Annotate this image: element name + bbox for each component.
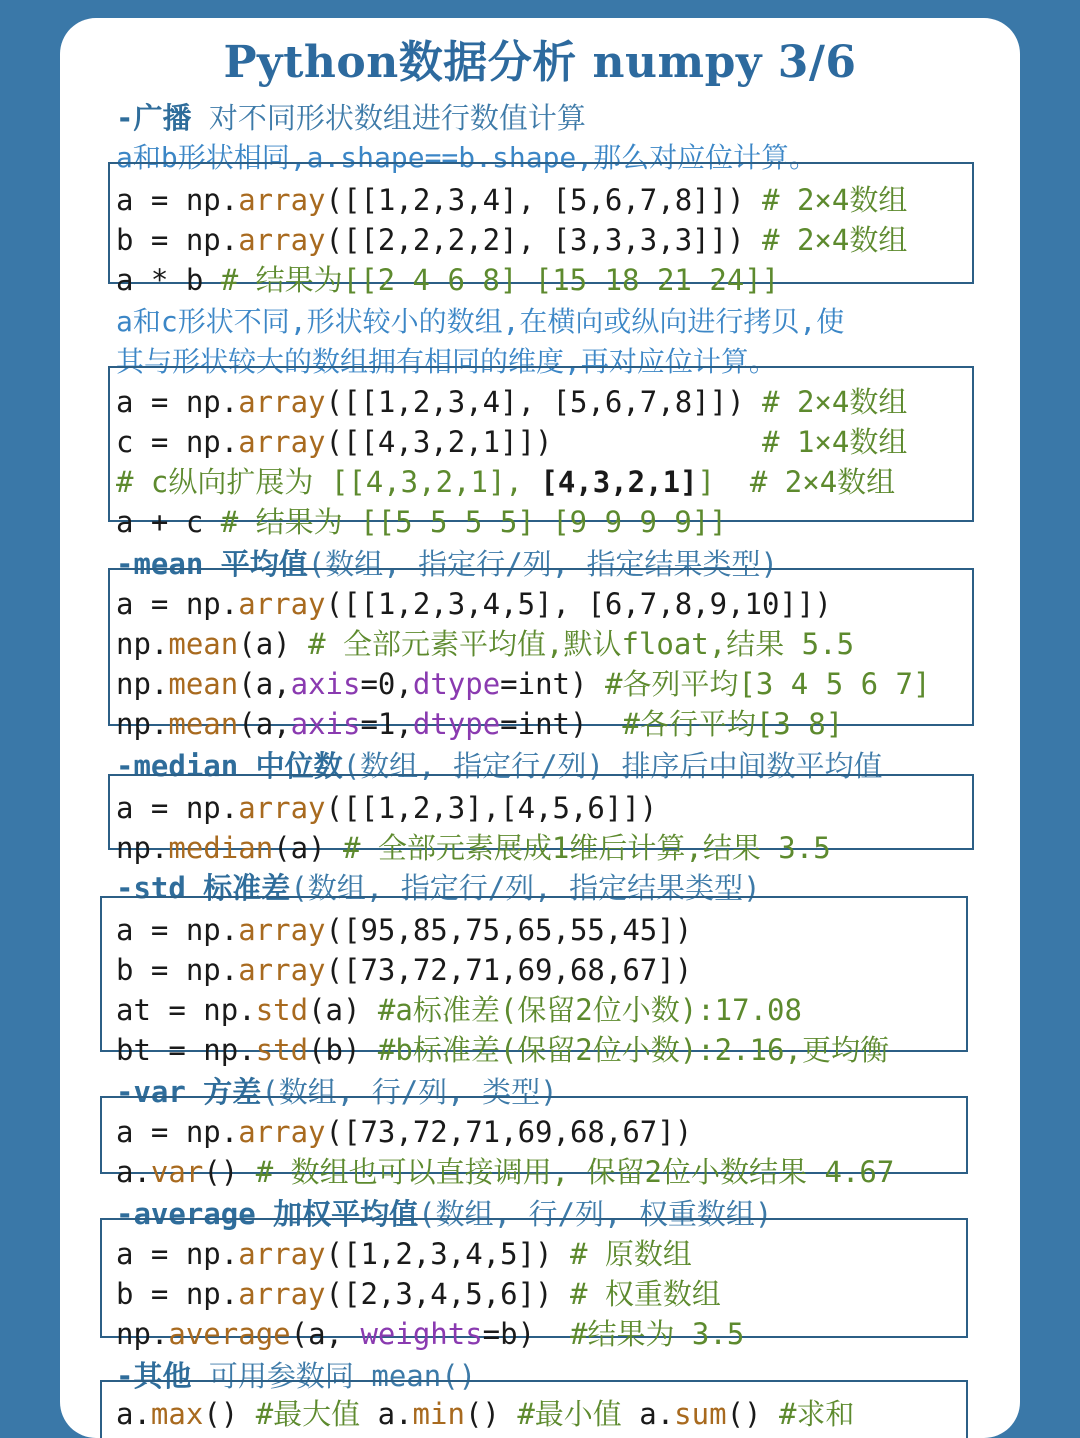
- broadcast-heading: [116, 98, 586, 138]
- code-token: =0,: [360, 667, 413, 701]
- code-token: a.: [639, 1397, 675, 1431]
- code-line: [116, 260, 779, 300]
- code-token: ([2,3,4,5,6]): [325, 1277, 570, 1311]
- code-token: a = np.: [116, 385, 239, 419]
- code-token: ([[1,2,3,4], [5,6,7,8]]): [325, 183, 763, 217]
- code-token: -average 加权平均值: [116, 1197, 419, 1231]
- code-token: #结果为 3.5: [569, 1317, 745, 1351]
- code-token: (数组, 指定行/列) 排序后中间数平均值: [342, 749, 883, 783]
- code-token: #a标准差(保留2位小数):17.08: [377, 993, 802, 1027]
- code-token: ([[1,2,3],[4,5,6]]): [325, 791, 658, 825]
- code-line: [116, 1030, 889, 1070]
- code-token: mean: [168, 627, 239, 661]
- code-token: (数组, 行/列, 权重数组): [418, 1197, 773, 1231]
- code-line: [116, 910, 692, 950]
- code-token: a.: [116, 1155, 151, 1189]
- code-token: =1,: [360, 707, 413, 741]
- code-token: =int): [500, 707, 623, 741]
- code-token: # 数组也可以直接调用, 保留2位小数结果 4.67: [255, 1155, 895, 1189]
- code-token: np.: [116, 831, 169, 865]
- code-token: (): [726, 1397, 779, 1431]
- code-token: # 全部元素平均值,默认float,结果 5.5: [308, 627, 855, 661]
- code-token: (a): [308, 993, 378, 1027]
- code-token: np.: [116, 667, 169, 701]
- code-token: median: [168, 831, 274, 865]
- code-token: bt = np.: [116, 1033, 256, 1067]
- code-token: #各列平均[3 4 5 6 7]: [604, 667, 931, 701]
- code-token: -广播: [116, 101, 192, 135]
- code-line: [116, 664, 930, 704]
- code-token: (b): [308, 1033, 378, 1067]
- code-token: (): [203, 1155, 256, 1189]
- code-line: [116, 828, 831, 868]
- page-title: Python数据分析 numpy 3/6: [223, 37, 857, 88]
- code-line: [116, 382, 907, 422]
- code-line: [116, 1314, 744, 1354]
- code-line: [116, 624, 854, 664]
- code-token: mean: [168, 707, 239, 741]
- code-token: array: [238, 183, 326, 217]
- code-token: (数组, 指定行/列, 指定结果类型): [290, 871, 761, 905]
- code-token: array: [238, 1237, 326, 1271]
- code-token: #b标准差(保留2位小数):2.16,更均衡: [377, 1033, 889, 1067]
- code-token: # 结果为 [[5 5 5 5] [9 9 9 9]]: [220, 505, 727, 539]
- code-token: # 全部元素展成1维后计算,结果 3.5: [343, 831, 831, 865]
- code-token: a + c: [116, 505, 221, 539]
- code-token: array: [238, 953, 326, 987]
- code-token: a = np.: [116, 587, 239, 621]
- code-token: -var 方差: [116, 1075, 262, 1109]
- code-token: # 2×4数组: [762, 385, 908, 419]
- code-token: #最大值: [255, 1397, 378, 1431]
- code-token: array: [238, 913, 326, 947]
- broadcast-note-same-shape: a和b形状相同,a.shape==b.shape,那么对应位计算。: [116, 141, 818, 174]
- code-token: (): [203, 1397, 256, 1431]
- code-token: b = np.: [116, 1277, 239, 1311]
- code-token: mean: [168, 667, 239, 701]
- code-token: -std 标准差: [116, 871, 291, 905]
- code-token: array: [238, 1277, 326, 1311]
- code-line: [116, 502, 727, 542]
- code-line: [116, 1112, 692, 1152]
- code-token: =int): [500, 667, 605, 701]
- code-token: # 2×4数组: [762, 183, 908, 217]
- code-token: array: [238, 587, 326, 621]
- code-token: var: [150, 1155, 204, 1189]
- code-token: #最小值: [517, 1397, 640, 1431]
- broadcast-note-diff-shape-1: a和c形状不同,形状较小的数组,在横向或纵向进行拷贝,使: [116, 305, 845, 338]
- code-line: [116, 990, 802, 1030]
- code-token: # 权重数组: [569, 1277, 721, 1311]
- code-token: axis: [290, 707, 361, 741]
- code-token: ([[1,2,3,4,5], [6,7,8,9,10]]): [325, 587, 832, 621]
- code-token: array: [238, 791, 326, 825]
- code-token: ([[1,2,3,4], [5,6,7,8]]): [325, 385, 763, 419]
- code-token: average: [168, 1317, 291, 1351]
- code-token: ([1,2,3,4,5]): [325, 1237, 570, 1271]
- code-token: =b): [482, 1317, 570, 1351]
- code-token: #各行平均[3 8]: [622, 707, 844, 741]
- code-token: (数组, 行/列, 类型): [261, 1075, 558, 1109]
- code-token: a = np.: [116, 1237, 239, 1271]
- code-line: [116, 788, 657, 828]
- code-token: array: [238, 385, 326, 419]
- code-token: (): [464, 1397, 518, 1431]
- code-token: (a,: [290, 1317, 361, 1351]
- code-token: # 1×4数组: [762, 425, 908, 459]
- code-token: np.: [116, 1317, 169, 1351]
- code-token: a * b: [116, 263, 221, 297]
- code-token: (a,: [238, 707, 291, 741]
- code-token: (数组, 指定行/列, 指定结果类型): [307, 547, 778, 581]
- code-token: array: [238, 223, 326, 257]
- broadcast-note-diff-shape-2: 其与形状较大的数组拥有相同的维度,再对应位计算。: [116, 345, 777, 378]
- code-token: a.: [377, 1397, 413, 1431]
- content-card: [60, 18, 1020, 1438]
- code-token: 可用参数同 mean(): [191, 1359, 477, 1393]
- code-token: std: [255, 993, 309, 1027]
- code-token: (a): [238, 627, 309, 661]
- code-line: [116, 462, 895, 502]
- code-line: [116, 220, 907, 260]
- code-token: a = np.: [116, 913, 239, 947]
- code-token: max: [150, 1397, 204, 1431]
- code-token: ([[2,2,2,2], [3,3,3,3]]): [325, 223, 763, 257]
- code-line: [116, 180, 907, 220]
- code-token: sum: [674, 1397, 727, 1431]
- code-token: a = np.: [116, 1115, 239, 1149]
- code-token: [4,3,2,1]: [540, 465, 698, 499]
- code-token: weights: [360, 1317, 483, 1351]
- code-token: a = np.: [116, 183, 239, 217]
- code-token: (a,: [238, 667, 291, 701]
- code-line: [116, 1394, 854, 1434]
- code-token: #求和: [778, 1397, 855, 1431]
- code-line: [116, 1274, 721, 1314]
- code-token: (a): [273, 831, 343, 865]
- code-line: [116, 1152, 894, 1192]
- code-token: dtype: [412, 707, 501, 741]
- code-token: # 原数组: [569, 1237, 692, 1271]
- code-token: ([73,72,71,69,68,67]): [325, 953, 693, 987]
- code-line: [116, 422, 907, 462]
- code-token: a = np.: [116, 791, 239, 825]
- code-token: -mean 平均值: [116, 547, 308, 581]
- code-token: -其他: [116, 1359, 192, 1393]
- code-token: b = np.: [116, 953, 239, 987]
- code-token: 对不同形状数组进行数值计算: [191, 101, 586, 135]
- code-token: array: [238, 425, 326, 459]
- code-token: ([73,72,71,69,68,67]): [325, 1115, 693, 1149]
- code-token: a.: [116, 1397, 151, 1431]
- code-token: min: [412, 1397, 465, 1431]
- code-token: # 2×4数组: [762, 223, 908, 257]
- code-token: ([95,85,75,65,55,45]): [325, 913, 693, 947]
- code-token: std: [255, 1033, 309, 1067]
- code-line: [116, 584, 832, 624]
- code-token: dtype: [412, 667, 501, 701]
- code-token: # c纵向扩展为 [[4,3,2,1],: [116, 465, 541, 499]
- code-token: ] # 2×4数组: [697, 465, 896, 499]
- code-token: array: [238, 1115, 326, 1149]
- code-token: axis: [290, 667, 361, 701]
- code-token: ([[4,3,2,1]]): [325, 425, 763, 459]
- code-token: -median 中位数: [116, 749, 343, 783]
- code-token: b = np.: [116, 223, 239, 257]
- code-token: # 结果为[[2 4 6 8] [15 18 21 24]]: [220, 263, 780, 297]
- code-token: c = np.: [116, 425, 239, 459]
- code-line: [116, 704, 843, 744]
- code-token: np.: [116, 627, 169, 661]
- code-line: [116, 950, 692, 990]
- code-token: np.: [116, 707, 169, 741]
- code-line: [116, 1234, 692, 1274]
- code-token: at = np.: [116, 993, 256, 1027]
